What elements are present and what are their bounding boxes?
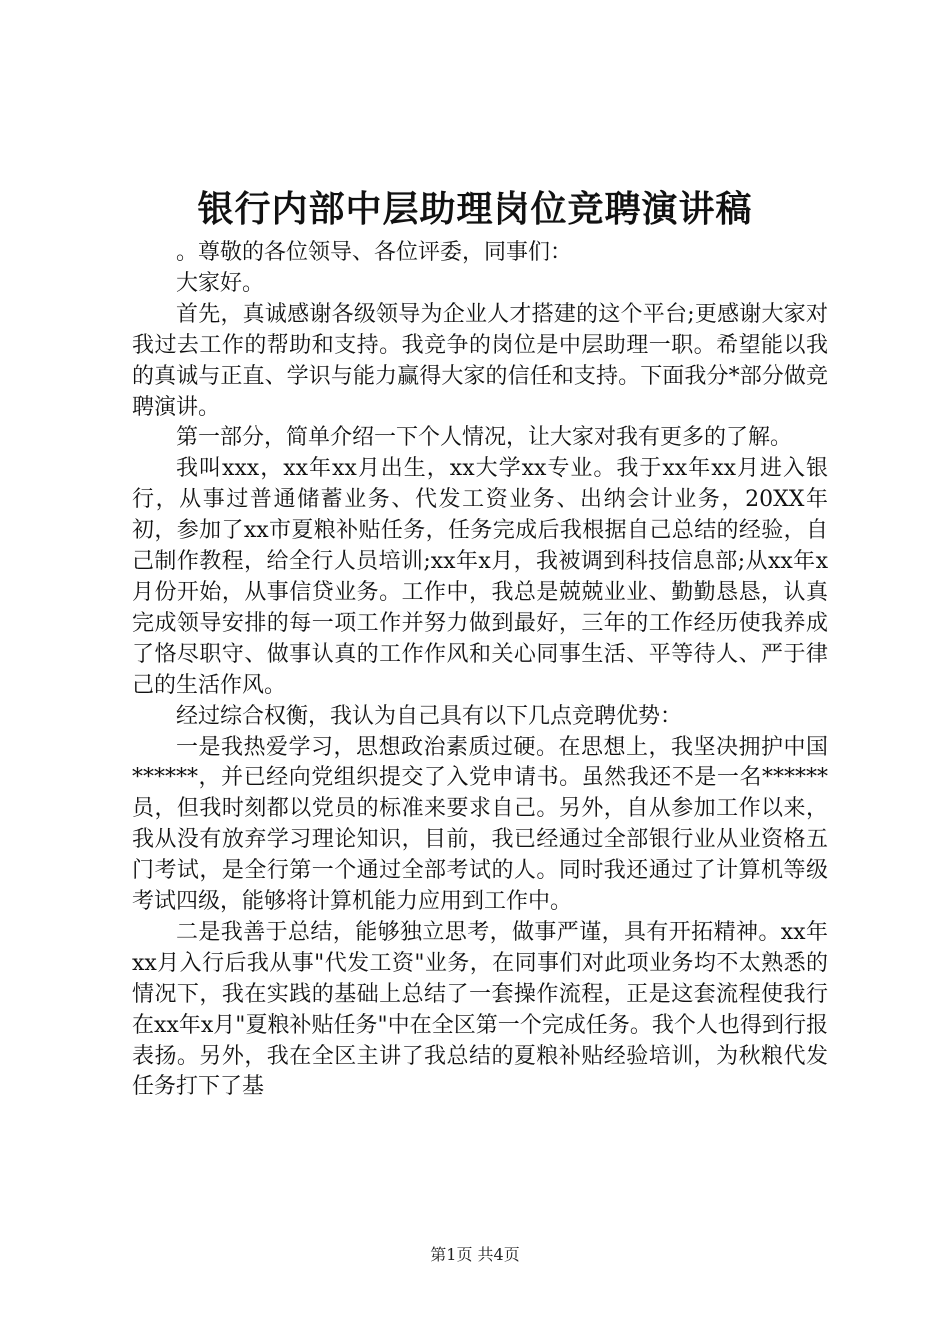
page-footer: 第1页 共4页 — [430, 1245, 520, 1264]
document-title: 银行内部中层助理岗位竞聘演讲稿 — [197, 188, 753, 230]
paragraph-greeting: 。尊敬的各位领导、各位评委，同事们： — [176, 240, 573, 265]
paragraph-advantages-intro: 经过综合权衡，我认为自己具有以下几点竞聘优势： — [176, 703, 683, 729]
paragraph-advantage-one: 一是我热爱学习，思想政治素质过硬。在思想上，我坚决拥护中国******，并已经向党组织提交了入党申请书。虽然我还不是一名******员，但我时刻都以党员的标准来要求自己。另外，自从参加工作以来，我从没有放弃学习理论知识，目前，我已经通过全部银行业从业资格五门考试，是全行第一个通过全部考试的人。同时我还通过了计算机等级考试四级，能够将计算机能力应用到工作中。 — [132, 734, 828, 915]
paragraph-intro: 首先，真诚感谢各级领导为企业人才搭建的这个平台;更感谢大家对我过去工作的帮助和支持。我竞争的岗位是中层助理一职。希望能以我的真诚与正直、学识与能力赢得大家的信任和支持。下面我分*部分做竞聘演讲。 — [132, 301, 828, 420]
document-body — [132, 238, 828, 1103]
paragraph-advantage-two: 二是我善于总结，能够独立思考，做事严谨，具有开拓精神。xx年xx月入行后我从事"代发工资"业务，在同事们对此项业务均不太熟悉的情况下，我在实践的基础上总结了一套操作流程，正是这套流程使我行在xx年x月"夏粮补贴任务"中在全区第一个完成任务。我个人也得到行报表扬。另外，我在全区主讲了我总结的夏粮补贴经验培训，为秋粮代发任务打下了基 — [132, 919, 828, 1100]
paragraph-personal-info: 我叫xxx，xx年xx月出生，xx大学xx专业。我于xx年xx月进入银行，从事过普通储蓄业务、代发工资业务、出纳会计业务，20XX年初，参加了xx市夏粮补贴任务，任务完成后我根据自己总结的经验，自己制作教程，给全行人员培训;xx年x月，我被调到科技信息部;从xx年x月份开始，从事信贷业务。工作中，我总是兢兢业业、勤勤恳恳，认真完成领导安排的每一项工作并努力做到最好，三年的工作经历使我养成了恪尽职守、做事认真的工作作风和关心同事生活、平等待人、严于律己的生活作风。 — [132, 456, 828, 698]
paragraph-part-one: 第一部分，简单介绍一下个人情况，让大家对我有更多的了解。 — [176, 425, 793, 451]
paragraph-hello: 大家好。 — [176, 270, 265, 296]
